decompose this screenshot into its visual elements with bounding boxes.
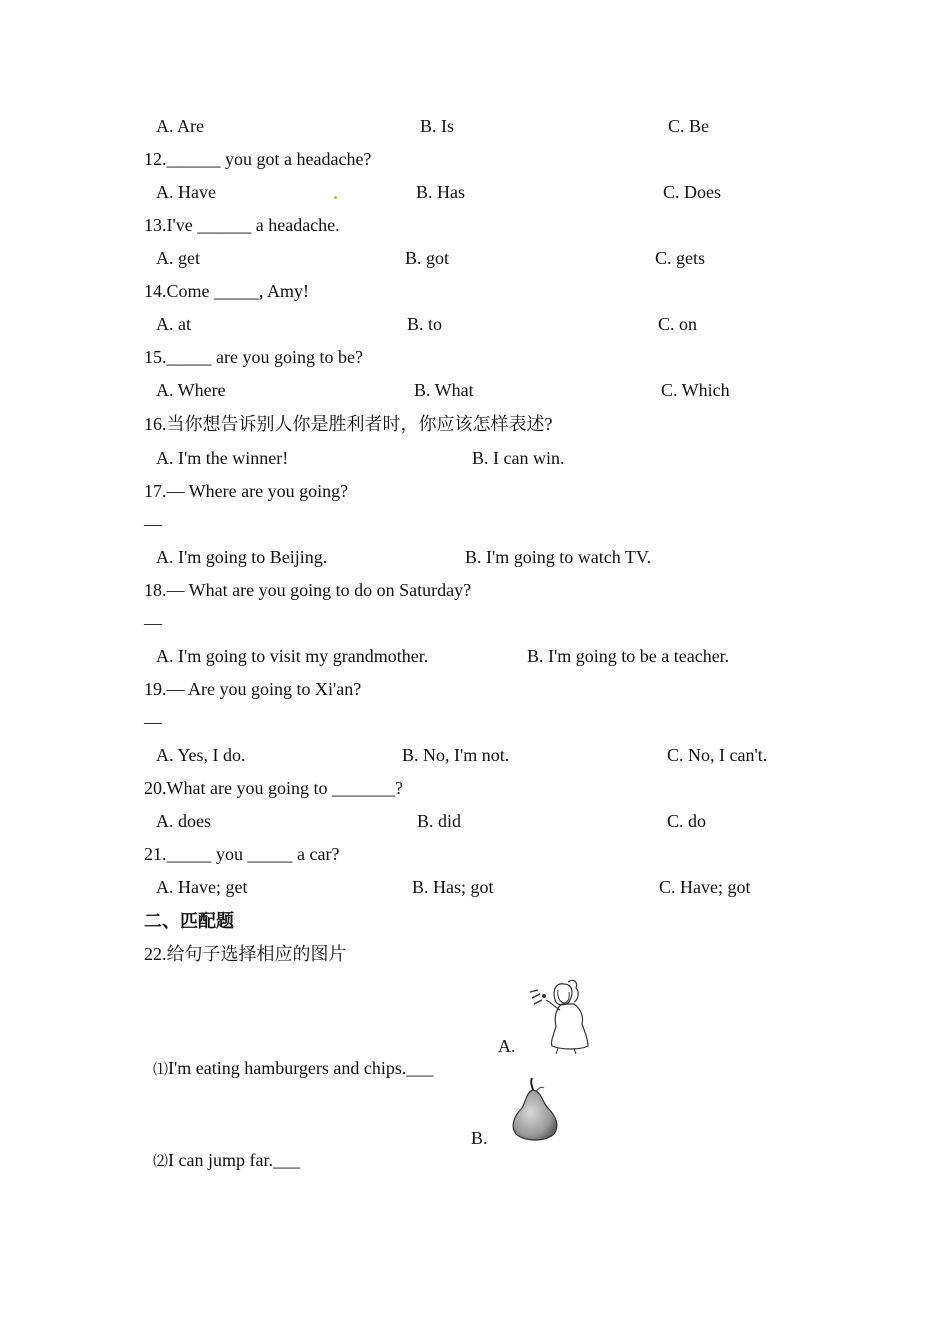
q19-answer-dash: — bbox=[144, 712, 162, 732]
q18-option-a: A. I'm going to visit my grandmother. bbox=[156, 646, 429, 666]
q15-option-a: A. Where bbox=[156, 380, 226, 400]
q19-option-c: C. No, I can't. bbox=[667, 745, 768, 765]
q19-option-a: A. Yes, I do. bbox=[156, 745, 246, 765]
q14-option-b: B. to bbox=[407, 314, 443, 334]
q12-stem: 12.______ you got a headache? bbox=[144, 149, 372, 169]
q21-option-a: A. Have; get bbox=[156, 877, 248, 897]
q13-option-c: C. gets bbox=[655, 248, 706, 268]
q22-item2 bbox=[144, 1127, 300, 1173]
q17-answer-dash: — bbox=[144, 514, 162, 534]
girl-blowing-picture bbox=[524, 976, 596, 1054]
q14-option-a: A. at bbox=[156, 314, 191, 334]
q22-item1-text: I'm eating hamburgers and chips.___ bbox=[168, 1058, 434, 1078]
q11-option-b: B. Is bbox=[420, 116, 455, 136]
q21-option-c: C. Have; got bbox=[659, 877, 751, 897]
q16-option-b: B. I can win. bbox=[472, 448, 565, 468]
q16-option-a: A. I'm the winner! bbox=[156, 448, 289, 468]
q20-option-c: C. do bbox=[667, 811, 707, 831]
q17-option-a: A. I'm going to Beijing. bbox=[156, 547, 328, 567]
q16-stem: 16.当你想告诉别人你是胜利者时，你应该怎样表述? bbox=[144, 414, 553, 434]
section-title-matching: 二、匹配题 bbox=[144, 911, 234, 931]
q20-stem: 20.What are you going to _______? bbox=[144, 778, 403, 798]
q17-stem: 17.— Where are you going? bbox=[144, 481, 349, 501]
q17-option-b: B. I'm going to watch TV. bbox=[465, 547, 652, 567]
q13-option-b: B. got bbox=[405, 248, 450, 268]
pear-picture bbox=[506, 1074, 562, 1144]
q18-stem: 18.— What are you going to do on Saturday? bbox=[144, 580, 472, 600]
q12-option-a: A. Have bbox=[156, 182, 216, 202]
q21-option-b: B. Has; got bbox=[412, 877, 494, 897]
q22-item2-number: ⑵ bbox=[153, 1154, 169, 1170]
q12-option-c: C. Does bbox=[663, 182, 721, 202]
q13-option-a: A. get bbox=[156, 248, 200, 268]
q14-stem: 14.Come _____, Amy! bbox=[144, 281, 309, 301]
q22-option-a-label: A. bbox=[498, 1036, 516, 1056]
q14-option-c: C. on bbox=[658, 314, 698, 334]
q19-stem: 19.— Are you going to Xi'an? bbox=[144, 679, 362, 699]
q20-option-b: B. did bbox=[417, 811, 462, 831]
stray-dot bbox=[334, 196, 337, 199]
q19-option-b: B. No, I'm not. bbox=[402, 745, 510, 765]
q22-option-b-label: B. bbox=[471, 1128, 488, 1148]
q22-item2-text: I can jump far.___ bbox=[168, 1150, 300, 1170]
q22-item1 bbox=[144, 1035, 433, 1081]
q18-option-b: B. I'm going to be a teacher. bbox=[527, 646, 730, 666]
q22-stem: 22.给句子选择相应的图片 bbox=[144, 944, 347, 964]
q15-stem: 15._____ are you going to be? bbox=[144, 347, 363, 367]
q21-stem: 21._____ you _____ a car? bbox=[144, 844, 340, 864]
q15-option-c: C. Which bbox=[661, 380, 730, 400]
q18-answer-dash: — bbox=[144, 613, 162, 633]
q12-option-b: B. Has bbox=[416, 182, 465, 202]
q11-option-a: A. Are bbox=[156, 116, 204, 136]
q22-item1-number: ⑴ bbox=[153, 1062, 169, 1078]
q15-option-b: B. What bbox=[414, 380, 474, 400]
q11-option-c: C. Be bbox=[668, 116, 710, 136]
q13-stem: 13.I've ______ a headache. bbox=[144, 215, 340, 235]
q20-option-a: A. does bbox=[156, 811, 211, 831]
